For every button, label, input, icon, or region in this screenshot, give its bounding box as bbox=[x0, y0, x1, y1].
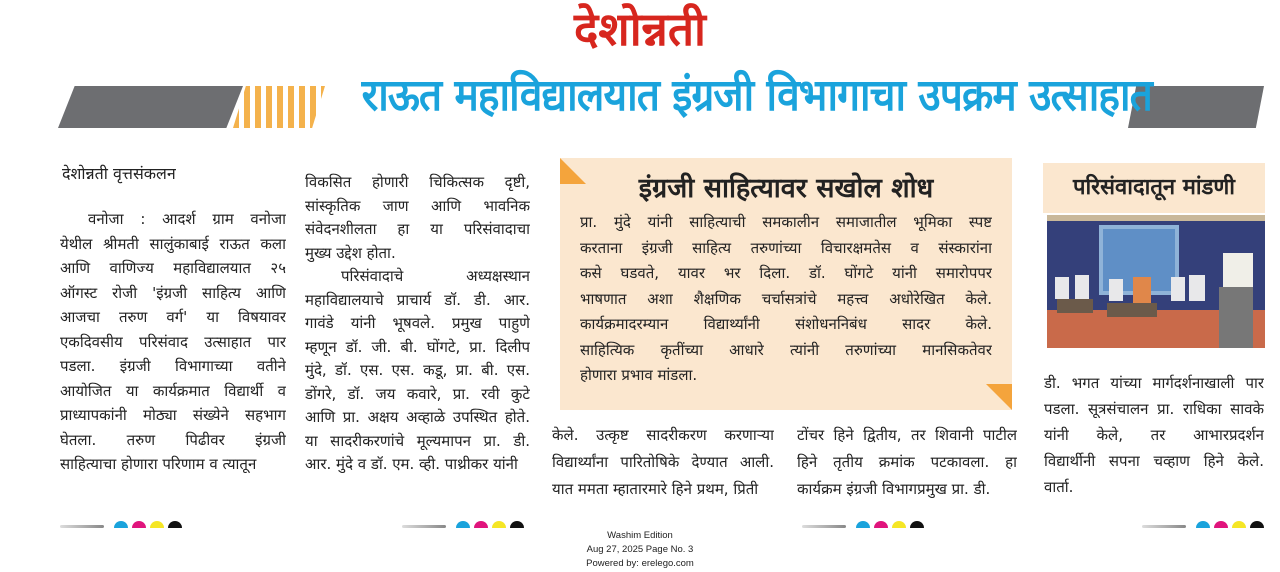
text-line: या सादरीकरणांचे मूल्यमापन प्रा. डी. bbox=[305, 431, 530, 450]
photo-heading: परिसंवादातून मांडणी bbox=[1043, 163, 1265, 213]
text-line: होणारा प्रभाव मांडला. bbox=[580, 366, 698, 384]
text-line: येथील श्रीमती सालुंकाबाई राऊत कला bbox=[60, 234, 286, 253]
text-line: आयोजित या कार्यक्रमात विद्यार्थी व bbox=[60, 381, 286, 400]
text-line: आर. मुंदे व डॉ. एम. व्ही. पाथ्रीकर यांनी bbox=[305, 455, 518, 473]
text-line: विद्यार्थीनी सपना चव्हाण हिने केले. bbox=[1044, 452, 1264, 470]
text-line: ऑगस्ट रोजी 'इंग्रजी साहित्य आणि bbox=[60, 283, 286, 302]
edition-label: Washim Edition bbox=[607, 530, 673, 541]
text-line: कसे घडवते, यावर भर दिला. डॉ. घोंगटे यांनी समारोपपर bbox=[580, 264, 992, 282]
text-line: सांस्कृतिक जाण आणि भावनिक bbox=[305, 196, 530, 215]
corner-decoration bbox=[560, 158, 586, 184]
text-line: म्हणून डॉ. जी. बी. घोंगटे, प्रा. दिलीप bbox=[305, 337, 530, 356]
headline-container bbox=[330, 66, 1152, 126]
text-line: कार्यक्रम इंग्रजी विभागप्रमुख प्रा. डी. bbox=[797, 480, 991, 498]
text-line: यांनी केले, तर आभारप्रदर्शन bbox=[1044, 426, 1264, 444]
headline-stripes bbox=[233, 86, 325, 128]
date-page-label: Aug 27, 2025 Page No. 3 bbox=[586, 544, 694, 555]
text-line: हिने तृतीय क्रमांक पटकावला. हा bbox=[797, 453, 1017, 471]
text-line: पडला. इंग्रजी विभागाच्या वतीने bbox=[60, 357, 286, 375]
article-column-3 bbox=[552, 422, 774, 503]
text-line: केले. उत्कृष्ट सादरीकरण करणाऱ्या bbox=[552, 426, 774, 444]
highlight-box bbox=[560, 158, 1012, 410]
registration-marks bbox=[802, 520, 924, 528]
registration-marks bbox=[402, 520, 524, 528]
text-line: प्राध्यापकांनी मोठ्या संख्येने सहभाग bbox=[60, 406, 286, 424]
text-line: एकदिवसीय परिसंवाद उत्साहात पार bbox=[60, 332, 286, 351]
article-column-5 bbox=[1044, 370, 1264, 500]
event-photo bbox=[1047, 215, 1265, 348]
text-line: आजचा तरुण वर्ग' या विषयावर bbox=[60, 308, 286, 326]
newspaper-masthead: देशोन्नती bbox=[574, 2, 706, 56]
highlight-heading: इंग्रजी साहित्यावर सखोल शोध bbox=[638, 173, 934, 204]
text-line: महाविद्यालयाचे प्राचार्य डॉ. डी. आर. bbox=[305, 290, 530, 309]
text-line: मुख्य उद्देश होता. bbox=[305, 243, 396, 262]
text-line: साहित्यिक कृतींच्या आधारे त्यांनी तरुणांच्या मानसिकतेवर bbox=[580, 340, 992, 359]
text-line: विकसित होणारी चिकित्सक दृष्टी, bbox=[305, 173, 530, 191]
registration-marks bbox=[1142, 520, 1264, 528]
highlight-text bbox=[560, 210, 1012, 389]
headline: राऊत महाविद्यालयात इंग्रजी विभागाचा उपक्रम उत्साहात bbox=[361, 70, 1152, 121]
text-line: डोंगरे, डॉ. जय कवारे, प्रा. रवी कुटे bbox=[305, 384, 530, 403]
text-line: डी. भगत यांच्या मार्गदर्शनाखाली पार bbox=[1044, 374, 1264, 392]
corner-decoration bbox=[986, 384, 1012, 410]
text-line: कार्यक्रमादरम्यान विद्यार्थ्यांनी संशोधननिबंध सादर केले. bbox=[580, 315, 992, 333]
text-line: वार्ता. bbox=[1044, 478, 1074, 496]
text-line: करताना इंग्रजी साहित्य तरुणांच्या विचारक्षमतेस व संस्कारांना bbox=[580, 238, 992, 257]
article-column-4 bbox=[797, 422, 1017, 503]
text-line: पडला. सूत्रसंचालन प्रा. राधिका सावके bbox=[1044, 400, 1264, 418]
headline-bar-left bbox=[58, 86, 243, 128]
text-line: घेतला. तरुण पिढीवर इंग्रजी bbox=[60, 430, 286, 449]
text-line: आणि प्रा. अक्षय अव्हाळे उपस्थित होते. bbox=[305, 408, 530, 426]
text-line: भाषणात अशा शैक्षणिक चर्चासत्रांचे महत्त्व अधोरेखित केले. bbox=[580, 289, 992, 308]
registration-marks bbox=[60, 520, 182, 528]
article-column-2 bbox=[305, 171, 530, 477]
text-line: साहित्याचा होणारा परिणाम व त्यातून bbox=[60, 455, 257, 473]
byline: देशोन्नती वृत्तसंकलन bbox=[62, 164, 176, 183]
text-line: टोंचर हिने द्वितीय, तर शिवानी पाटील bbox=[797, 426, 1017, 444]
text-line: यात ममता म्हातारमारे हिने प्रथम, प्रिती bbox=[552, 480, 759, 498]
text-line: प्रा. मुंदे यांनी साहित्याची समकालीन समाजातील भूमिका स्पष्ट bbox=[580, 213, 992, 231]
text-line: मुंदे, डॉ. एस. एस. कडू, प्रा. बी. एस. bbox=[305, 361, 530, 379]
article-column-1 bbox=[60, 207, 286, 477]
text-line: विद्यार्थ्यांना पारितोषिके देण्यात आली. bbox=[552, 453, 774, 471]
text-line: परिसंवादाचे अध्यक्षस्थान bbox=[341, 267, 530, 285]
powered-by-label: Powered by: erelego.com bbox=[586, 558, 694, 569]
text-line: संवेदनशीलता हा या परिसंवादाचा bbox=[305, 220, 530, 238]
text-line: आणि वाणिज्य महाविद्यालयात २५ bbox=[60, 259, 286, 277]
text-line: वनोजा : आदर्श ग्राम वनोजा bbox=[88, 210, 286, 228]
text-line: गावंडे यांनी भूषवले. प्रमुख पाहुणे bbox=[305, 314, 530, 332]
page-footer bbox=[0, 529, 1280, 571]
